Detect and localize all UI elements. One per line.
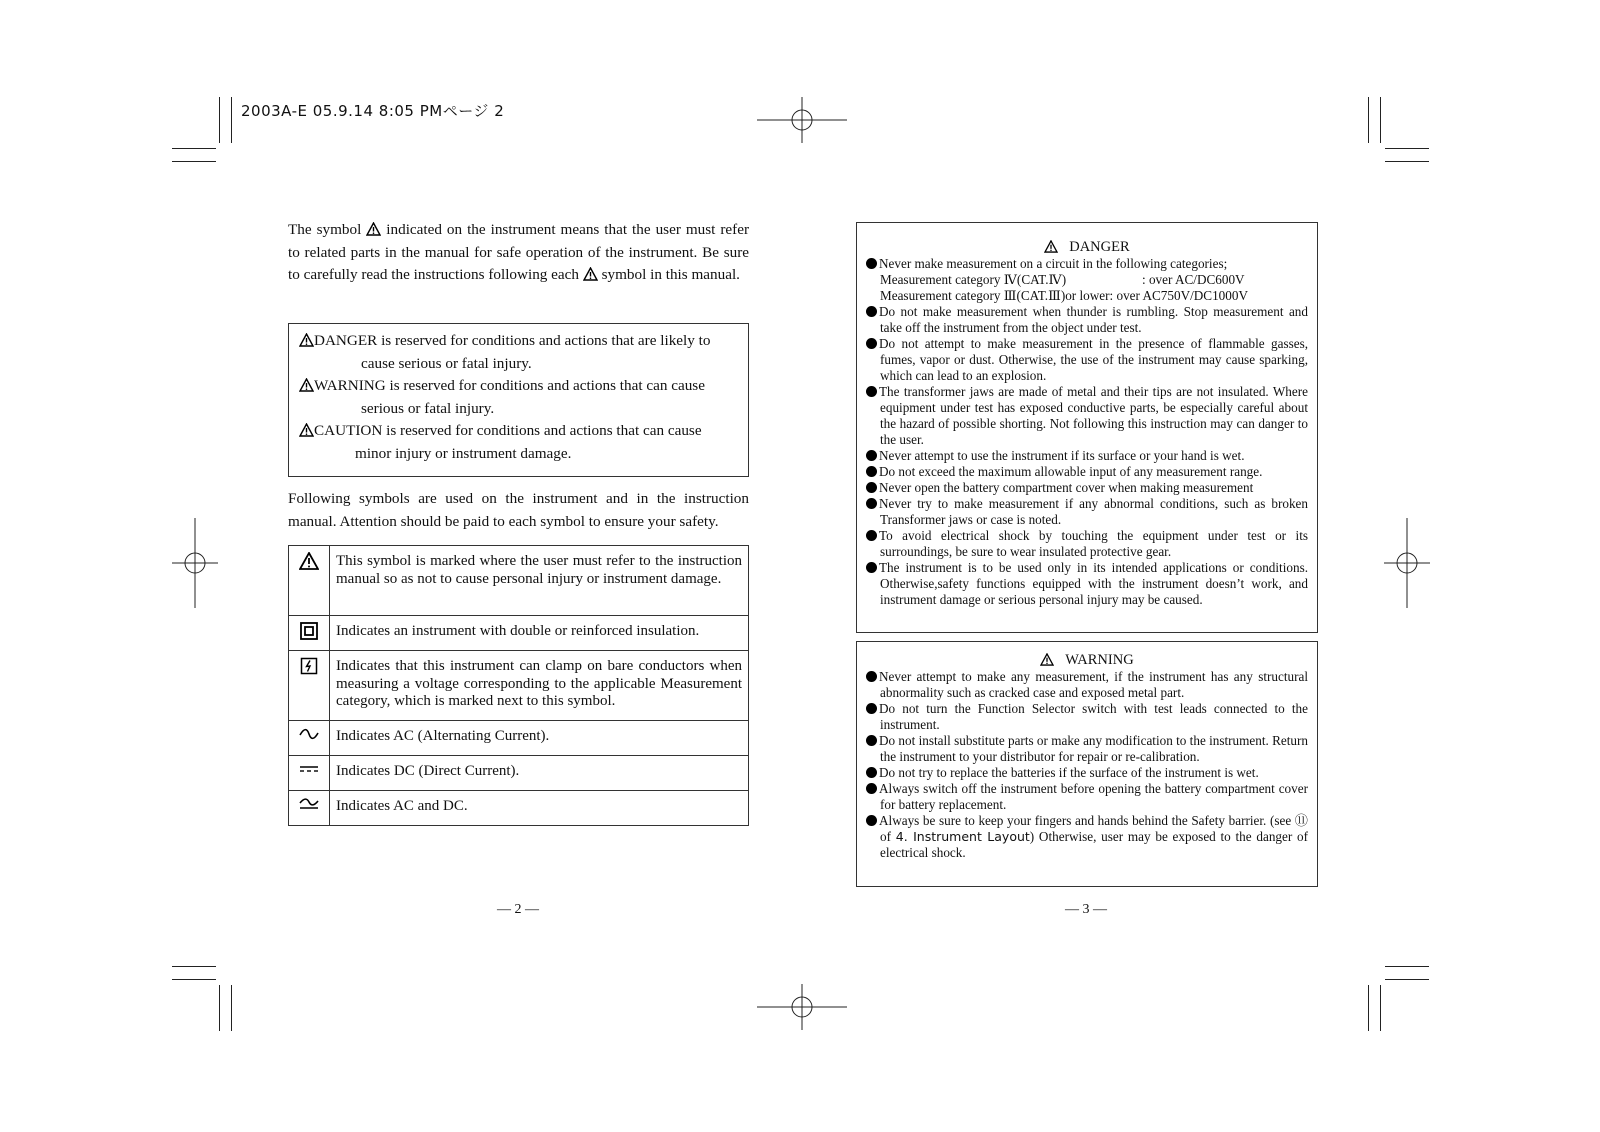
registration-mark-bottom [757,984,847,1030]
symbols-table [288,545,749,826]
list-item-text: Do not make measurement when thunder is rumbling. Stop measurement and take off the instrument from the object under test. [879,304,1308,335]
danger-title-row [866,239,1308,255]
list-item-text: Always switch off the instrument before opening the battery compartment cover for battery replacement. [879,781,1308,812]
list-item [866,528,1308,560]
ac-dc-icon [299,797,319,811]
list-item [866,336,1308,384]
bullet-icon [866,498,877,509]
category-label: Measurement category Ⅳ(CAT.Ⅳ) [880,272,1067,287]
list-item-text: The instrument is to be used only in its intended applications or conditions. Otherwise,safety functions equipped with the instrument doesn’t work, and instrument damage or serious personal injury may be caused. [879,560,1308,607]
symbol-description: Indicates that this instrument can clamp on bare conductors when measuring a voltage corresponding to the applicable Measurement category, which is marked next to this symbol. [330,651,749,721]
table-row [289,791,749,826]
list-item-text: Do not turn the Function Selector switch with test leads connected to the instrument. [879,701,1308,732]
print-header-stamp: 2003A-E 05.9.14 8:05 PMページ 2 [241,102,505,120]
category-row [866,272,1308,288]
warning-triangle-icon [299,378,314,392]
list-item [866,448,1308,464]
list-item-text: Do not exceed the maximum allowable input of any measurement range. [879,464,1263,479]
intro-paragraph [288,219,749,287]
section-reference: 4. Instrument Layout [895,829,1030,844]
signal-word-text: DANGER is reserved for conditions and actions that are likely to [314,332,711,349]
bullet-icon [866,767,877,778]
bullet-icon [866,258,877,269]
signal-word-warning [299,375,740,420]
signal-word-text: serious or fatal injury. [361,399,495,417]
table-row [289,616,749,651]
bullet-icon [866,450,877,461]
list-item [866,464,1308,480]
list-item-text: The transformer jaws are made of metal and their tips are not insulated. Where equipment under test has exposed conductive parts, be especially careful about the hazard of possible shorting. Not following this instruction may can danger to the user. [879,384,1308,447]
list-item-text: Never attempt to make any measurement, if the instrument has any structural abnormality such as cracked case and exposed metal part. [879,669,1308,700]
bullet-icon [866,482,877,493]
symbol-description: Indicates AC (Alternating Current). [330,721,749,756]
table-row [289,756,749,791]
signal-word-caution [299,420,740,465]
bullet-icon [866,815,877,826]
bullet-icon [866,338,877,349]
intro-text-2: indicated on the instrument means that the user must refer to related parts in the manual for safe operation of the instrument. Be sure to carefully read the instructions following each [288,221,750,283]
registration-mark-top [757,97,847,143]
list-item-text: Do not install substitute parts or make any modification to the instrument. Return the instrument to your distributor for repair or re-calibration. [879,733,1308,764]
danger-title: DANGER [1069,239,1130,255]
registration-mark-left [172,518,218,608]
list-item [866,480,1308,496]
list-item [866,813,1308,861]
warning-triangle-icon [299,423,314,437]
symbol-description: Indicates an instrument with double or reinforced insulation. [330,616,749,651]
list-item-text: Never make measurement on a circuit in the following categories; [879,256,1228,271]
danger-box [856,222,1318,633]
intro-text-1: The symbol [288,221,362,238]
bullet-icon [866,386,877,397]
signal-word-text: cause serious or fatal injury. [361,354,532,372]
table-row [289,651,749,721]
warning-triangle-icon [583,267,598,281]
list-item [866,733,1308,765]
dc-icon [299,762,319,776]
bullet-icon [866,562,877,573]
list-item [866,781,1308,813]
registration-mark-right [1384,518,1430,608]
list-item-text: To avoid electrical shock by touching the equipment under test or its surroundings, be sure to wear insulated protective gear. [879,528,1308,559]
page-number-right: — 3 — [1065,902,1107,917]
symbol-description: This symbol is marked where the user must refer to the instruction manual so as not to cause personal injury or instrument damage. [330,546,749,616]
warning-triangle-icon [366,222,381,236]
list-item-text: ) Otherwise, user may be exposed to the danger of electrical shock. [880,829,1308,860]
bare-conductor-clamp-icon [300,657,318,675]
list-item [866,669,1308,701]
list-item [866,496,1308,528]
list-item-text: Do not try to replace the batteries if the surface of the instrument is wet. [879,765,1259,780]
list-item [866,701,1308,733]
intro-text-3: symbol in this manual. [601,266,740,283]
list-item-text: Do not attempt to make measurement in the presence of flammable gasses, fumes, vapor or dust. Otherwise, the use of the instrument may cause sparking, which can lead to an explosion. [879,336,1308,383]
bullet-icon [866,703,877,714]
signal-word-text: WARNING is reserved for conditions and actions that can cause [314,377,705,394]
symbol-description: Indicates AC and DC. [330,791,749,826]
warning-triangle-icon [299,552,319,570]
page-number-left: — 2 — [497,902,539,917]
bullet-icon [866,530,877,541]
bullet-icon [866,466,877,477]
list-item-text: Never try to make measurement if any abnormal conditions, such as broken Transformer jaws or case is noted. [879,496,1308,527]
warning-title: WARNING [1065,652,1134,668]
list-item [866,560,1308,608]
ac-wave-icon [299,727,319,741]
warning-box [856,641,1318,887]
symbols-intro: Following symbols are used on the instrument and in the instruction manual. Attention should be paid to each symbol to ensure your safety. [288,490,749,530]
bullet-icon [866,735,877,746]
list-item [866,765,1308,781]
table-row [289,546,749,616]
warning-title-row [866,652,1308,668]
list-item [866,256,1308,272]
signal-word-text: CAUTION is reserved for conditions and actions that can cause [314,422,702,439]
list-item-text: Always be sure to keep your fingers and hands behind the Safety barrier. (see ⑪ of [879,813,1308,844]
list-item [866,304,1308,336]
bullet-icon [866,783,877,794]
signal-words-box [288,323,749,477]
bullet-icon [866,306,877,317]
warning-triangle-icon [299,333,314,347]
list-item-text: Never attempt to use the instrument if its surface or your hand is wet. [879,448,1245,463]
bullet-icon [866,671,877,682]
signal-word-danger [299,330,740,375]
symbol-description: Indicates DC (Direct Current). [330,756,749,791]
list-item [866,384,1308,448]
list-item-text: Never open the battery compartment cover when making measurement [879,480,1254,495]
warning-triangle-icon [1040,653,1054,666]
category-row: Measurement category Ⅲ(CAT.Ⅲ)or lower: over AC750V/DC1000V [880,288,1248,303]
warning-triangle-icon [1044,240,1058,253]
category-value: : over AC/DC600V [1142,272,1245,287]
table-row [289,721,749,756]
signal-word-text: minor injury or instrument damage. [355,444,572,462]
double-insulation-icon [300,622,318,640]
